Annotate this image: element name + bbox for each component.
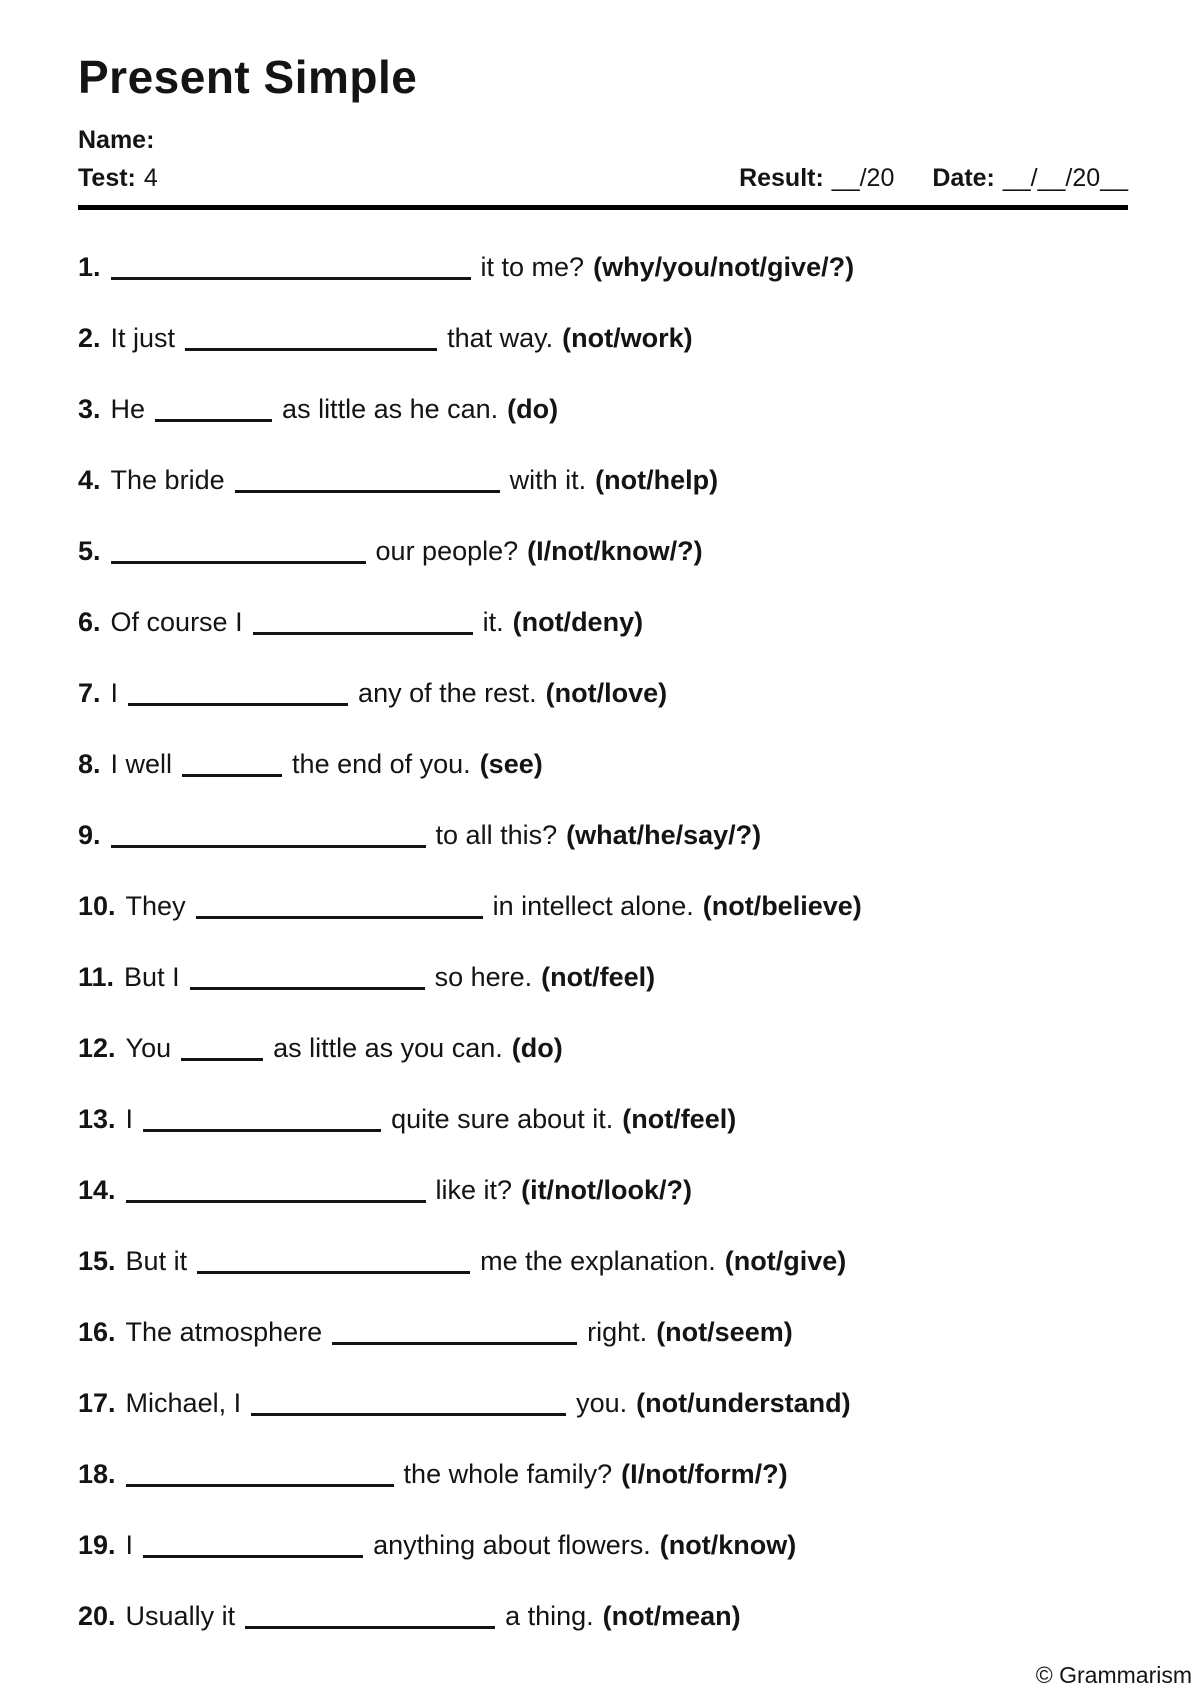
- result-label: Result:: [739, 163, 824, 192]
- name-label: Name:: [78, 125, 155, 154]
- verb-hint: (not/feel): [622, 1103, 737, 1134]
- question-number: 8.: [78, 748, 101, 779]
- test-value: 4: [143, 163, 158, 192]
- verb-hint: (I/not/know/?): [527, 535, 703, 566]
- question-pre-text: Of course I: [110, 606, 243, 637]
- verb-hint: (not/work): [562, 322, 693, 353]
- verb-hint: (not/feel): [541, 961, 656, 992]
- question-pre-text: He: [110, 393, 146, 424]
- question-row: [78, 1599, 1128, 1633]
- answer-blank: [190, 983, 425, 990]
- question-number: 10.: [78, 890, 116, 921]
- answer-blank: [245, 1622, 495, 1629]
- question-pre-text: I: [110, 677, 119, 708]
- verb-hint: (what/he/say/?): [566, 819, 762, 850]
- question-pre-text: But it: [125, 1245, 188, 1276]
- answer-blank: [143, 1551, 363, 1558]
- question-post-text: you.: [576, 1387, 628, 1418]
- question-pre-text: Usually it: [125, 1600, 236, 1631]
- question-pre-text: I: [125, 1529, 134, 1560]
- answer-blank: [181, 1054, 263, 1061]
- question-post-text: that way.: [447, 322, 554, 353]
- answer-blank: [251, 1409, 566, 1416]
- verb-hint: (not/mean): [602, 1600, 741, 1631]
- question-list: [78, 250, 1128, 1633]
- answer-blank: [126, 1196, 426, 1203]
- question-post-text: anything about flowers.: [373, 1529, 651, 1560]
- question-row: [78, 1457, 1128, 1491]
- question-row: [78, 534, 1128, 568]
- answer-blank: [235, 486, 500, 493]
- answer-blank: [111, 841, 426, 848]
- question-post-text: so here.: [434, 961, 533, 992]
- question-post-text: it.: [482, 606, 504, 637]
- question-number: 12.: [78, 1032, 116, 1063]
- question-row: [78, 1528, 1128, 1562]
- answer-blank: [182, 770, 282, 777]
- question-number: 15.: [78, 1245, 116, 1276]
- answer-blank: [111, 557, 366, 564]
- page-title: Present Simple: [78, 51, 418, 103]
- question-post-text: as little as he can.: [282, 393, 499, 424]
- question-post-text: a thing.: [505, 1600, 594, 1631]
- verb-hint: (see): [479, 748, 543, 779]
- question-row: [78, 1315, 1128, 1349]
- question-post-text: the end of you.: [292, 748, 471, 779]
- question-number: 20.: [78, 1600, 116, 1631]
- answer-blank: [111, 273, 471, 280]
- question-number: 18.: [78, 1458, 116, 1489]
- question-number: 1.: [78, 251, 101, 282]
- question-row: [78, 1031, 1128, 1065]
- question-row: [78, 747, 1128, 781]
- verb-hint: (not/love): [545, 677, 668, 708]
- question-pre-text: But I: [124, 961, 180, 992]
- question-post-text: the whole family?: [403, 1458, 613, 1489]
- question-post-text: with it.: [509, 464, 587, 495]
- question-row: [78, 463, 1128, 497]
- question-post-text: any of the rest.: [358, 677, 537, 708]
- verb-hint: (do): [511, 1032, 563, 1063]
- question-row: [78, 392, 1128, 426]
- question-number: 14.: [78, 1174, 116, 1205]
- question-post-text: to all this?: [435, 819, 558, 850]
- question-row: [78, 1386, 1128, 1420]
- question-post-text: our people?: [375, 535, 519, 566]
- question-row: [78, 1244, 1128, 1278]
- verb-hint: (not/help): [595, 464, 719, 495]
- question-pre-text: You: [125, 1032, 172, 1063]
- question-row: [78, 960, 1128, 994]
- question-pre-text: Michael, I: [125, 1387, 242, 1418]
- verb-hint: (it/not/look/?): [521, 1174, 693, 1205]
- question-number: 9.: [78, 819, 101, 850]
- verb-hint: (I/not/form/?): [621, 1458, 788, 1489]
- answer-blank: [253, 628, 473, 635]
- question-number: 4.: [78, 464, 101, 495]
- date-label: Date:: [932, 163, 995, 192]
- question-number: 7.: [78, 677, 101, 708]
- question-post-text: me the explanation.: [480, 1245, 716, 1276]
- question-row: [78, 321, 1128, 355]
- question-number: 2.: [78, 322, 101, 353]
- question-pre-text: The bride: [110, 464, 225, 495]
- result-value: __/20: [831, 163, 895, 192]
- question-row: [78, 818, 1128, 852]
- answer-blank: [196, 912, 483, 919]
- question-number: 13.: [78, 1103, 116, 1134]
- verb-hint: (not/believe): [702, 890, 862, 921]
- answer-blank: [185, 344, 437, 351]
- answer-blank: [197, 1267, 470, 1274]
- verb-hint: (why/you/not/give/?): [593, 251, 855, 282]
- question-post-text: in intellect alone.: [492, 890, 694, 921]
- question-row: [78, 889, 1128, 923]
- header-meta-row: [78, 163, 1128, 205]
- question-pre-text: The atmosphere: [125, 1316, 323, 1347]
- copyright-notice: © Grammarism: [1035, 1662, 1192, 1688]
- question-post-text: it to me?: [480, 251, 585, 282]
- question-pre-text: I: [125, 1103, 134, 1134]
- question-post-text: as little as you can.: [273, 1032, 503, 1063]
- question-row: [78, 250, 1128, 284]
- question-pre-text: It just: [110, 322, 176, 353]
- answer-blank: [126, 1480, 394, 1487]
- header-divider: [78, 205, 1128, 210]
- question-number: 19.: [78, 1529, 116, 1560]
- question-number: 3.: [78, 393, 101, 424]
- answer-blank: [143, 1125, 381, 1132]
- question-row: [78, 605, 1128, 639]
- date-value: __/__/20__: [1002, 163, 1128, 192]
- question-pre-text: They: [125, 890, 186, 921]
- verb-hint: (not/deny): [512, 606, 644, 637]
- question-number: 5.: [78, 535, 101, 566]
- question-post-text: like it?: [435, 1174, 513, 1205]
- answer-blank: [332, 1338, 577, 1345]
- verb-hint: (not/seem): [656, 1316, 793, 1347]
- question-row: [78, 1173, 1128, 1207]
- verb-hint: (do): [507, 393, 559, 424]
- question-row: [78, 1102, 1128, 1136]
- question-row: [78, 676, 1128, 710]
- question-post-text: quite sure about it.: [391, 1103, 614, 1134]
- verb-hint: (not/know): [659, 1529, 797, 1560]
- test-label: Test:: [78, 163, 136, 192]
- answer-blank: [155, 415, 272, 422]
- answer-blank: [128, 699, 348, 706]
- verb-hint: (not/understand): [636, 1387, 851, 1418]
- question-number: 6.: [78, 606, 101, 637]
- question-pre-text: I well: [110, 748, 173, 779]
- verb-hint: (not/give): [724, 1245, 847, 1276]
- question-number: 16.: [78, 1316, 116, 1347]
- question-post-text: right.: [587, 1316, 648, 1347]
- question-number: 11.: [78, 961, 115, 992]
- question-number: 17.: [78, 1387, 116, 1418]
